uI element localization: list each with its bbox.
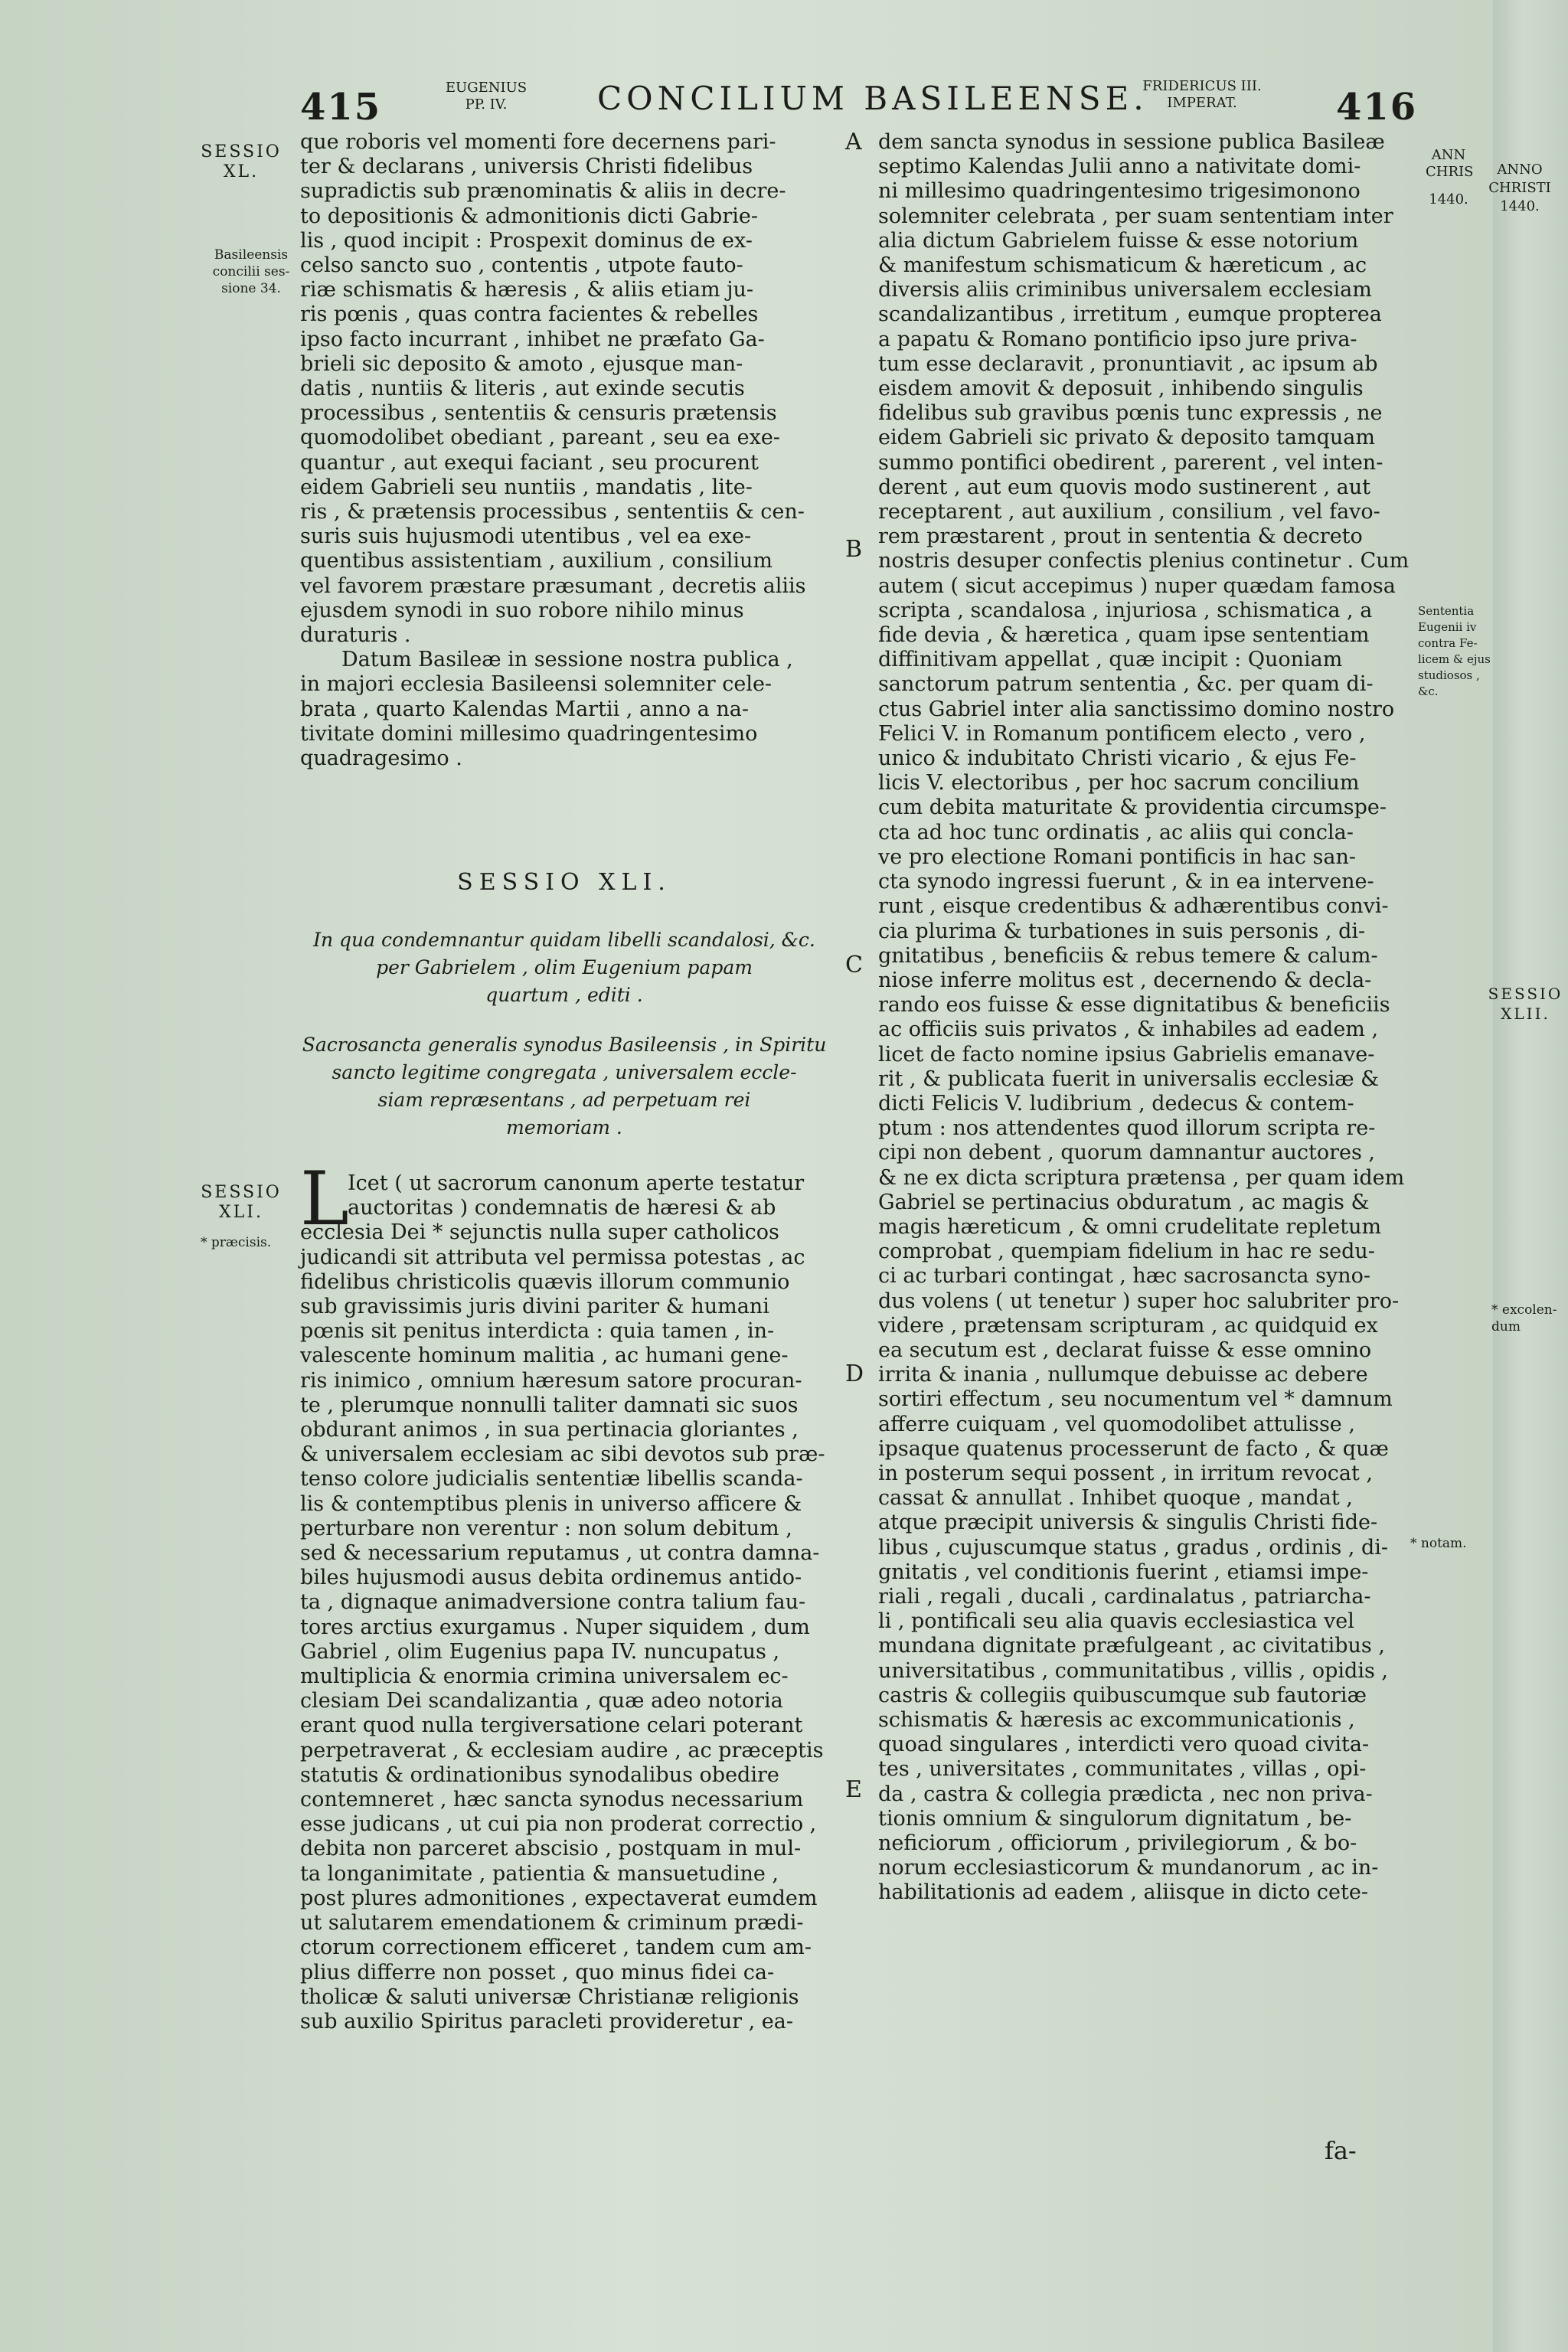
margin-note-line: contra Fe- — [1418, 636, 1478, 650]
text-line: processibus , sententiis & censuris prætensis — [300, 401, 777, 426]
text-line: lis , quod incipit : Prospexit dominus de ex- — [300, 228, 753, 253]
text-line: datis , nuntiis & literis , aut exinde secutis — [300, 377, 745, 401]
text-line: suris suis hujusmodi utentibus , vel ea exe- — [300, 524, 752, 549]
text-line: judicandi sit attributa vel permissa potestas , ac — [300, 1245, 805, 1269]
margin-anno-line: 1440. — [1500, 198, 1540, 214]
text-line: castris & collegiis quibuscumque sub fautoriæ — [878, 1683, 1367, 1707]
text-line: supradictis sub prænominatis & aliis in decre- — [300, 179, 786, 204]
text-line: ris inimico , omnium hæresum satore procuran- — [300, 1368, 802, 1393]
section-letter-d: D — [845, 1361, 864, 1387]
text-line: & manifestum schismaticum & hæreticum , ac — [878, 253, 1367, 278]
text-line: cum debita maturitate & providentia circumspe- — [878, 795, 1387, 820]
preamble-line: siam repræsentans , ad perpetuam rei — [377, 1089, 751, 1111]
text-line: perturbare non verentur : non solum debitum , — [300, 1516, 792, 1540]
section-summary — [300, 926, 828, 1009]
text-line: brata , quarto Kalendas Martii , anno a na- — [300, 697, 749, 721]
text-line: cta ad hoc tunc ordinatis , ac aliis qui concla- — [878, 820, 1354, 844]
text-line: cia plurima & turbationes in suis personis , di- — [878, 919, 1366, 943]
margin-note-concilii — [205, 247, 297, 297]
catchword: fa- — [1325, 2136, 1357, 2165]
text-line: eidem Gabrieli seu nuntiis , mandatis , lite- — [300, 475, 753, 499]
text-line: summo pontifici obedirent , parerent , vel inten- — [878, 450, 1383, 475]
text-line: pœnis sit penitus interdicta : quia tamen , in- — [300, 1319, 775, 1344]
text-line: valescente hominum malitia , ac humani gene- — [300, 1344, 789, 1368]
text-line: cta synodo ingressi fuerunt , & in ea intervene- — [878, 870, 1374, 894]
text-line: universitatibus , communitatibus , villis , opidis , — [878, 1658, 1388, 1683]
text-line: auctoritas ) condemnatis de hæresi & ab — [348, 1196, 776, 1220]
text-line: irrita & inania , nullumque debuisse ac debere — [878, 1363, 1368, 1387]
text-line: unico & indubitato Christi vicario , & ejus Fe- — [878, 746, 1357, 771]
text-line: cassat & annullat . Inhibet quoque , mandat , — [878, 1486, 1353, 1511]
margin-sessio-xl-number: XL. — [223, 162, 260, 181]
text-line: in posterum sequi possent , in irritum revocat , — [878, 1461, 1373, 1485]
text-line: tholicæ & saluti universæ Christianæ religionis — [300, 1984, 799, 2009]
right-running-head — [1125, 78, 1279, 112]
left-page-number: 415 — [300, 86, 382, 129]
margin-sessio-xl — [191, 142, 291, 182]
text-line: to depositionis & admonitionis dicti Gabrie- — [300, 204, 758, 228]
margin-sessio-xlii — [1485, 984, 1566, 1024]
text-line: scandalizantibus , irretitum , eumque propterea — [878, 302, 1382, 327]
text-line: ni millesimo quadringentesimo trigesimonono — [878, 179, 1361, 204]
margin-sessio-xli — [191, 1183, 291, 1223]
text-line: sortiri effectum , seu nocumentum vel * damnum — [878, 1387, 1393, 1412]
right-page-number: 416 — [1336, 86, 1418, 129]
text-line: ipso facto incurrant , inhibet ne præfato Ga- — [300, 327, 765, 351]
text-line: libus , cujuscumque status , gradus , ordinis , di- — [878, 1535, 1388, 1560]
text-line: perpetraverat , & ecclesiam audire , ac præceptis — [300, 1738, 824, 1762]
margin-note-line: Eugenii iv — [1418, 620, 1477, 634]
text-line: ut salutarem emendationem & criminum prædi- — [300, 1911, 804, 1936]
text-line: neficiorum , officiorum , privilegiorum , & bo- — [878, 1831, 1357, 1856]
text-line: ta , dignaque animadversione contra talium fau- — [300, 1590, 806, 1615]
text-line: solemniter celebrata , per suam sententiam inter — [878, 204, 1393, 228]
text-line: ter & declarans , universis Christi fidelibus — [300, 155, 753, 179]
right-column-text — [878, 130, 1410, 1906]
margin-sessio-xlii-number: XLII. — [1501, 1004, 1550, 1023]
text-line: septimo Kalendas Julii anno a nativitate domi- — [878, 155, 1361, 179]
text-line: quomodolibet obediant , pareant , seu ea exe- — [300, 426, 780, 450]
text-line: duraturis . — [300, 623, 411, 648]
text-line: tivitate domini millesimo quadringentesimo — [300, 721, 758, 746]
text-line: ecclesia Dei * sejunctis nulla super catholicos — [300, 1220, 779, 1245]
text-line: Gabriel se pertinacius obduratum , ac magis & — [878, 1190, 1370, 1214]
margin-anno-line: ANNO — [1497, 162, 1543, 178]
text-line: atque præcipit universis & singulis Christi fide- — [878, 1511, 1378, 1535]
text-line: post plures admonitiones , expectaverat eumdem — [300, 1886, 818, 1910]
text-line: clesiam Dei scandalizantia , quæ adeo notoria — [300, 1689, 783, 1713]
margin-note-line: sione 34. — [221, 281, 281, 296]
text-line: celso sancto suo , contentis , utpote fauto- — [300, 253, 743, 278]
text-line: da , castra & collegia prædicta , nec non priva- — [878, 1782, 1373, 1806]
preamble-line: Sacrosancta generalis synodus Basileensis , in Spiritu — [302, 1034, 827, 1056]
text-line: a papatu & Romano pontificio ipso jure priva- — [878, 327, 1357, 351]
text-line: ctus Gabriel inter alia sanctissimo domino nostro — [878, 697, 1395, 721]
text-line: licet de facto nomine ipsius Gabrielis emanave- — [878, 1042, 1375, 1067]
text-line: Icet ( ut sacrorum canonum aperte testatur — [348, 1171, 805, 1195]
text-line: tenso colore judicialis sententiæ libellis scanda- — [300, 1467, 803, 1491]
section-letter-b: B — [845, 536, 863, 563]
text-line: erant quod nulla tergiversatione celari poterant — [300, 1713, 803, 1738]
text-line: norum ecclesiasticorum & mundanorum , ac in- — [878, 1856, 1379, 1880]
text-line: Gabriel , olim Eugenius papa IV. nuncupatus , — [300, 1639, 780, 1664]
preamble-line: memoriam . — [506, 1116, 622, 1138]
text-line: tionis omnium & singulorum dignitatum , be- — [878, 1806, 1352, 1831]
text-line: lis & contemptibus plenis in universo afficere & — [300, 1491, 802, 1516]
text-line: fidelibus christicolis quævis illorum communio — [300, 1269, 790, 1294]
text-line: quantur , aut exequi faciant , seu procurent — [300, 450, 759, 475]
text-line: ejusdem synodi in suo robore nihilo minus — [300, 598, 744, 622]
text-line: biles hujusmodi ausus debita ordinemus antido- — [300, 1566, 802, 1590]
text-line: vel favorem præstare præsumant , decretis aliis — [300, 573, 806, 598]
text-line: Datum Basileæ in sessione nostra publica , — [341, 648, 793, 672]
margin-note-line: concilii ses- — [212, 264, 290, 279]
text-line: ea secutum est , declarat fuisse & esse omnino — [878, 1338, 1372, 1362]
margin-sessio-xli-number: XLI. — [219, 1203, 263, 1222]
text-line: ve pro electione Romani pontificis in hac san- — [878, 844, 1357, 869]
text-line: diffinitivam appellat , quæ incipit : Quoniam — [878, 648, 1343, 672]
text-line: sed & necessarium reputamus , ut contra damna- — [300, 1541, 820, 1566]
text-line: esse judicans , ut cui pia non proderat correctio , — [300, 1812, 817, 1837]
section-letter-a: A — [845, 129, 862, 155]
text-line: ctorum correctionem efficeret , tandem cum am- — [300, 1936, 812, 1960]
text-line: quentibus assistentiam , auxilium , consilium — [300, 549, 773, 573]
text-line: gnitatis , vel conditionis fuerint , etiamsi impe- — [878, 1560, 1369, 1584]
left-running-head — [436, 80, 536, 113]
text-line: comprobat , quempiam fidelium in hac re sedu- — [878, 1240, 1375, 1264]
text-line: multiplicia & enormia crimina universalem ec- — [300, 1664, 789, 1689]
margin-anno-line: CHRISTI — [1488, 180, 1551, 196]
text-line: scripta , scandalosa , injuriosa , schismatica , a — [878, 598, 1373, 622]
summary-line: quartum , editi . — [485, 984, 643, 1006]
text-line: sanctorum patrum sententia , &c. per quam di- — [878, 672, 1374, 697]
margin-anno-christi — [1481, 161, 1558, 216]
text-line: ta longanimitate , patientia & mansuetudine , — [300, 1861, 779, 1886]
text-line: cipi non debent , quorum damnantur auctores , — [878, 1141, 1376, 1165]
text-line: licis V. electoribus , per hoc sacrum concilium — [878, 771, 1360, 795]
text-line: ipsaque quatenus processerunt de facto , & quæ — [878, 1436, 1389, 1461]
margin-sessio-xli-word: SESSIO — [201, 1183, 282, 1202]
drop-cap: L — [300, 1156, 349, 1242]
text-line: magis hæreticum , & omni crudelitate repletum — [878, 1214, 1382, 1239]
text-line: rit , & publicata fuerit in universalis ecclesiæ & — [878, 1067, 1380, 1091]
text-line: diversis aliis criminibus universalem ecclesiam — [878, 278, 1372, 302]
text-line: Felici V. in Romanum pontificem electo , vero , — [878, 721, 1366, 746]
margin-sessio-xl-word: SESSIO — [201, 142, 282, 162]
text-line: te , plerumque nonnulli taliter damnati sic suos — [300, 1393, 799, 1417]
text-line: mundana dignitate præfulgeant , ac civitatibus , — [878, 1634, 1385, 1658]
left-column-bottom-text — [300, 1171, 828, 2034]
margin-note-line: studiosos , — [1418, 668, 1480, 682]
text-line: brieli sic deposito & amoto , ejusque man- — [300, 351, 743, 376]
text-line: dus volens ( ut tenetur ) super hoc salubriter pro- — [878, 1289, 1400, 1313]
adjacent-page-edge — [1493, 0, 1568, 2352]
margin-sessio-xlii-word: SESSIO — [1488, 985, 1563, 1003]
summary-line: per Gabrielem , olim Eugenium papam — [376, 956, 753, 978]
text-line: eidem Gabrieli sic privato & deposito tamquam — [878, 426, 1375, 450]
text-line: videre , prætensam scripturam , ac quidquid ex — [878, 1313, 1378, 1338]
text-line: quoad singulares , interdicti vero quoad civita- — [878, 1733, 1370, 1757]
left-running-line-1: EUGENIUS — [445, 80, 528, 96]
margin-anno-line: CHRIS — [1426, 164, 1474, 180]
text-line: nostris desuper confectis plenius continetur . Cum — [878, 549, 1410, 573]
text-line: rando eos fuisse & esse dignitatibus & beneficiis — [878, 993, 1390, 1018]
text-line: riæ schismatis & hæresis , & aliis etiam ju- — [300, 278, 754, 302]
text-line: plius differre non posset , quo minus fidei ca- — [300, 1960, 775, 1984]
text-line: & ne ex dicta scriptura prætensa , per quam idem — [878, 1165, 1405, 1190]
text-line: niose inferre molitus est , decernendo & decla- — [878, 968, 1372, 992]
text-line: in majori ecclesia Basileensi solemniter cele- — [300, 672, 773, 697]
text-line: dicti Felicis V. ludibrium , dedecus & contem- — [878, 1091, 1354, 1116]
text-line: ac officiis suis privatos , & inhabiles ad eadem , — [878, 1018, 1379, 1042]
margin-note-line: Sententia — [1418, 604, 1475, 618]
left-column-top-text — [300, 130, 828, 771]
text-line: alia dictum Gabrielem fuisse & esse notorium — [878, 228, 1359, 253]
text-line: tes , universitates , communitates , villas , opi- — [878, 1757, 1367, 1782]
text-line: autem ( sicut accepimus ) nuper quædam famosa — [878, 573, 1396, 598]
text-line: li , pontificali seu alia quavis ecclesiastica vel — [878, 1609, 1354, 1634]
text-line: schismatis & hæresis ac excommunicationis , — [878, 1708, 1355, 1732]
section-letter-c: C — [845, 952, 863, 978]
text-line: & universalem ecclesiam ac sibi devotos sub præ- — [300, 1442, 825, 1467]
text-line: contemneret , hæc sancta synodus necessarium — [300, 1788, 804, 1812]
margin-anno-under — [1426, 147, 1472, 208]
section-heading: SESSIO XLI. — [457, 869, 671, 896]
margin-anno-line: ANN — [1431, 147, 1466, 163]
text-line: rem præstarent , prout in sententia & decreto — [878, 524, 1363, 549]
right-running-line-2: IMPERAT. — [1167, 95, 1237, 111]
text-line: gnitatibus , beneficiis & rebus temere & calum- — [878, 943, 1378, 968]
text-line: ptum : nos attendentes quod illorum scripta re- — [878, 1116, 1376, 1141]
left-running-line-2: PP. IV. — [465, 96, 508, 113]
text-line: ci ac turbari contingat , hæc sacrosancta syno- — [878, 1264, 1370, 1289]
preamble-line: sancto legitime congregata , universalem eccle- — [332, 1061, 797, 1083]
text-line: eisdem amovit & deposuit , inhibendo singulis — [878, 377, 1364, 401]
text-line: receptarent , aut auxilium , consilium , vel favo- — [878, 500, 1380, 524]
summary-line: In qua condemnantur quidam libelli scandalosi, &c. — [313, 929, 815, 951]
text-line: statutis & ordinationibus synodalibus obedire — [300, 1762, 779, 1787]
text-line: dem sancta synodus in sessione publica Basileæ — [878, 130, 1385, 154]
text-line: debita non parceret abscisio , postquam in mul- — [300, 1837, 802, 1861]
text-line: fidelibus sub gravibus pœnis tunc expressis , ne — [878, 401, 1383, 426]
text-line: fide devia , & hæretica , quam ipse sententiam — [878, 623, 1370, 648]
text-line: obdurant animos , in sua pertinacia gloriantes , — [300, 1418, 799, 1442]
text-line: sub auxilio Spiritus paracleti provideretur , ea- — [300, 2009, 793, 2034]
margin-note-line: &c. — [1418, 684, 1439, 698]
page-title: CONCILIUM BASILEENSE. — [597, 80, 1148, 117]
text-line: que roboris vel momenti fore decernens pari- — [300, 130, 776, 154]
margin-note-praecisis: * præcisis. — [201, 1235, 272, 1250]
text-line: quadragesimo . — [300, 746, 462, 771]
right-running-line-1: FRIDERICUS III. — [1142, 78, 1262, 94]
margin-note-sententia — [1418, 603, 1494, 700]
text-line: sub gravissimis juris divini pariter & humani — [300, 1295, 769, 1319]
text-line: riali , regali , ducali , cardinalatus , patriarcha- — [878, 1584, 1371, 1609]
margin-note-line: * excolen- — [1491, 1302, 1557, 1318]
text-line: habilitationis ad eadem , aliisque in dicto cete- — [878, 1880, 1368, 1905]
text-line: tum esse declaravit , pronuntiavit , ac ipsum ab — [878, 351, 1378, 376]
section-letter-e: E — [845, 1776, 862, 1803]
text-line: tores arctius exurgamus . Nuper siquidem , dum — [300, 1615, 810, 1639]
margin-note-line: dum — [1491, 1319, 1521, 1334]
margin-note-line: licem & ejus — [1418, 652, 1491, 666]
margin-note-notam: * notam. — [1410, 1536, 1467, 1551]
margin-note-line: Basileensis — [214, 247, 289, 263]
text-line: ris pœnis , quas contra facientes & rebelles — [300, 302, 759, 327]
text-line: afferre cuiquam , vel quomodolibet attulisse , — [878, 1412, 1355, 1436]
text-line: derent , aut eum quovis modo sustinerent , aut — [878, 475, 1371, 499]
text-line: ris , & prætensis processibus , sententiis & cen- — [300, 500, 805, 524]
section-preamble — [300, 1031, 828, 1142]
text-line: runt , eisque credentibus & adhærentibus convi- — [878, 894, 1389, 919]
margin-note-excolendum — [1491, 1302, 1557, 1335]
margin-anno-line: 1440. — [1429, 191, 1468, 207]
